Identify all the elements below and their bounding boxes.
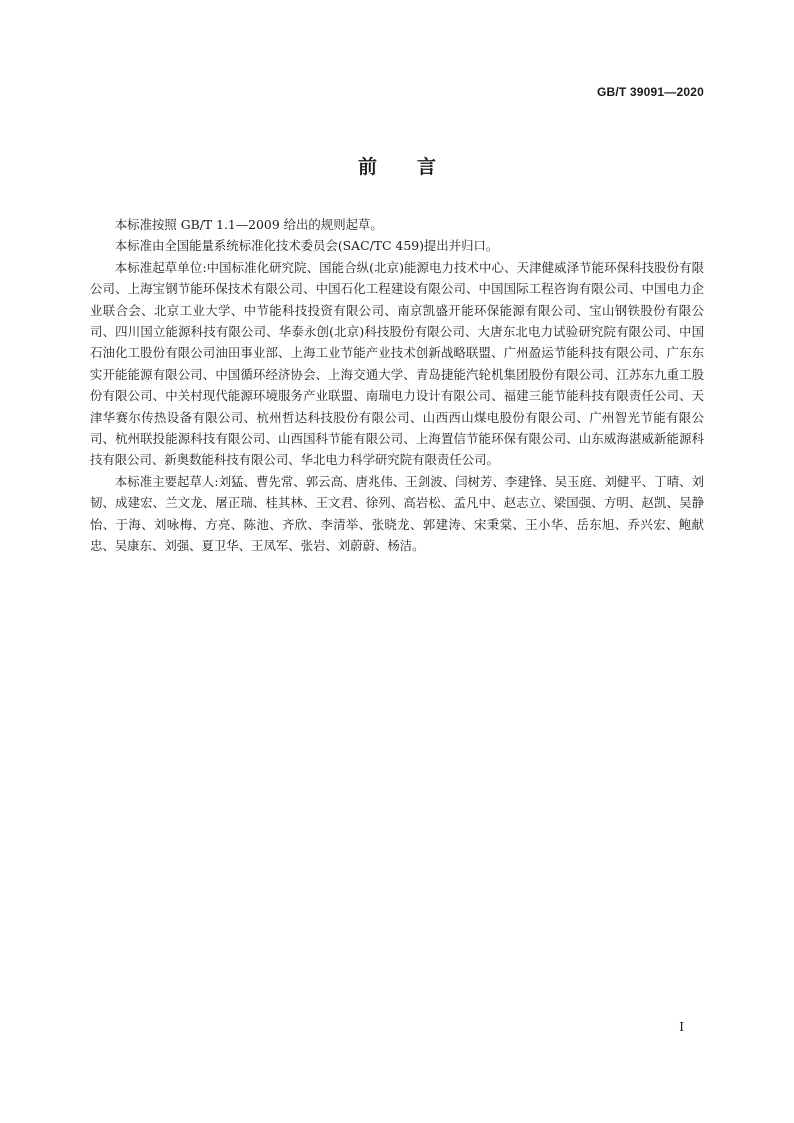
paragraph-drafters: 本标准主要起草人:刘猛、曹先常、郭云高、唐兆伟、王剑波、闫树芳、李建锋、吴玉庭、刘健平、丁晴、刘韧、成建宏、兰文龙、屠正瑞、桂其林、王文君、徐列、高岩松、孟凡中、赵志立、梁国强、方明、赵凯、吴静怡、于海、刘咏梅、方亮、陈池、齐欣、李清举、张晓龙、郭建涛、宋秉棠、王小华、岳东旭、乔兴宏、鲍献忠、吴康东、刘强、夏卫华、王凤军、张岩、刘蔚蔚、杨洁。 [90,473,704,554]
standard-number: GB/T 39091—2020 [596,85,704,99]
paragraph-drafting-rules: 本标准按照 GB/T 1.1—2009 给出的规则起草。 [114,217,383,232]
page-title: 前言 [357,156,476,178]
paragraph-drafting-units: 本标准起草单位:中国标准化研究院、国能合纵(北京)能源电力技术中心、天津健威泽节能环保科技股份有限公司、上海宝钢节能环保技术有限公司、中国石化工程建设有限公司、中国国际工程咨询有限公司、中国电力企业联合会、北京工业大学、中节能科技投资有限公司、南京凯盛开能环保能源有限公司、宝山钢铁股份有限公司、四川国立能源科技有限公司、华泰永创(北京)科技股份有限公司、大唐东北电力试验研究院有限公司、中国石油化工股份有限公司油田事业部、上海工业节能产业技术创新战略联盟、广州盈运节能科技有限公司、广东东实开能能源有限公司、中国循环经济协会、上海交通大学、青岛捷能汽轮机集团股份有限公司、江苏东九重工股份有限公司、中关村现代能源环境服务产业联盟、南瑞电力设计有限公司、福建三能节能科技有限责任公司、天津华赛尔传热设备有限公司、杭州哲达科技股份有限公司、山西西山煤电股份有限公司、广州智光节能有限公司、杭州联投能源科技有限公司、山西国科节能有限公司、上海置信节能环保有限公司、山东威海湛威新能源科技有限公司、新奥数能科技有限公司、华北电力科学研究院有限责任公司。 [90,259,704,468]
document-body [90,214,704,557]
paragraph-proposer: 本标准由全国能量系统标准化技术委员会(SAC/TC 459)提出并归口。 [114,238,499,254]
page-number: I [679,1020,684,1034]
